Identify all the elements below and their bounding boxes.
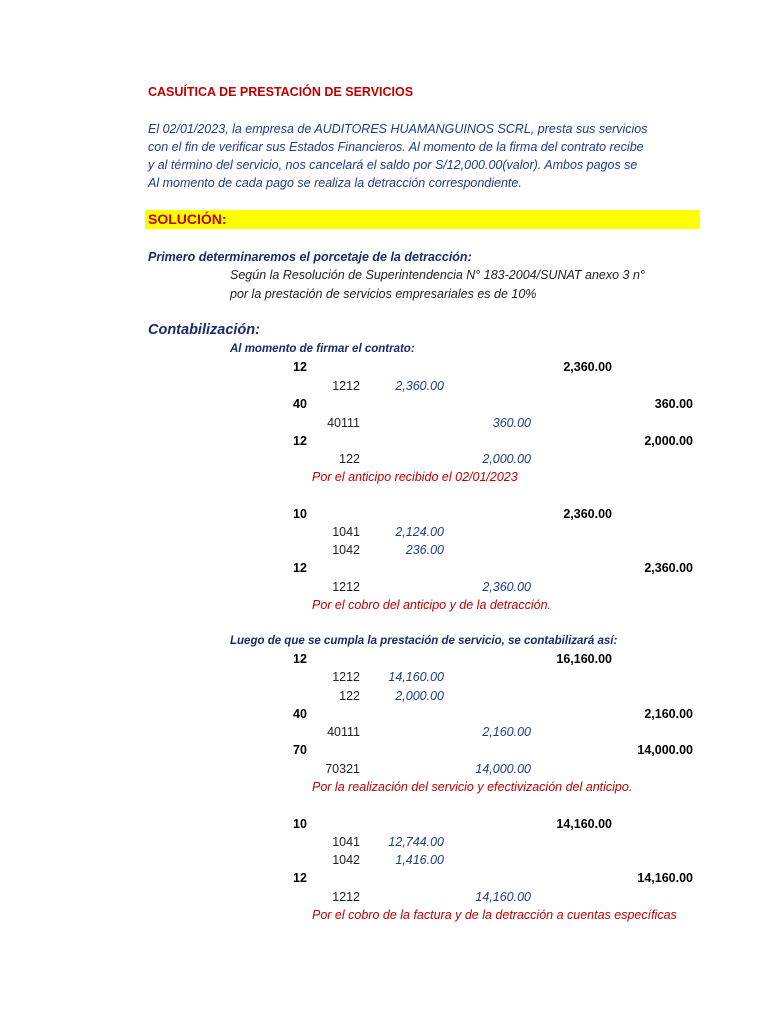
subaccount-code: 1041 [332,525,360,539]
subaccount-code: 122 [339,452,360,466]
debit-total: 2,360.00 [563,507,612,521]
step1-heading: Primero determinaremos el porcetaje de la detracción: [148,250,472,264]
contabilizacion-heading: Contabilización: [148,322,260,338]
credit-total: 2,160.00 [644,707,693,721]
account-code: 10 [293,817,307,831]
account-code: 12 [293,561,307,575]
subaccount-code: 1212 [332,670,360,684]
intro-line: El 02/01/2023, la empresa de AUDITORES HUAMANGUINOS SCRL, presta sus servicios [148,122,648,136]
intro-line: con el fin de verificar sus Estados Financieros. Al momento de la firma del contrato recibe [148,140,644,154]
subaccount-amount: 360.00 [492,416,531,430]
subaccount-amount: 2,124.00 [395,525,444,539]
subaccount-code: 1041 [332,835,360,849]
account-code: 12 [293,871,307,885]
subaccount-code: 40111 [327,416,360,430]
subaccount-amount: 2,360.00 [395,379,444,393]
subaccount-code: 1212 [332,580,360,594]
subaccount-amount: 2,000.00 [395,689,444,703]
subaccount-amount: 12,744.00 [388,835,444,849]
entry-gloss: Por la realización del servicio y efectivización del anticipo. [312,780,633,794]
intro-line: Al momento de cada pago se realiza la detracción correspondiente. [148,176,522,190]
entry-gloss: Por el cobro del anticipo y de la detracción. [312,598,552,612]
account-code: 12 [293,434,307,448]
step1-line: Según la Resolución de Superintendencia N° 183-2004/SUNAT anexo 3 n° [230,268,645,282]
subaccount-amount: 14,160.00 [388,670,444,684]
document-title: CASUÍTICA DE PRESTACIÓN DE SERVICIOS [148,85,414,99]
step1-line: por la prestación de servicios empresariales es de 10% [230,287,537,301]
credit-total: 2,000.00 [644,434,693,448]
credit-total: 360.00 [654,397,693,411]
credit-total: 14,160.00 [637,871,693,885]
subaccount-code: 1212 [332,890,360,904]
credit-total: 2,360.00 [644,561,693,575]
subaccount-code: 40111 [327,725,360,739]
subaccount-amount: 2,000.00 [482,452,531,466]
entry-gloss: Por el cobro de la factura y de la detracción a cuentas específicas [312,908,677,922]
subaccount-amount: 14,000.00 [475,762,531,776]
subaccount-code: 1042 [332,543,360,557]
account-code: 12 [293,652,307,666]
account-code: 10 [293,507,307,521]
subaccount-code: 122 [339,689,360,703]
subaccount-amount: 1,416.00 [395,853,444,867]
subaccount-amount: 14,160.00 [475,890,531,904]
subaccount-code: 1042 [332,853,360,867]
entry-gloss: Por el anticipo recibido el 02/01/2023 [312,470,518,484]
account-code: 40 [293,707,307,721]
subaccount-amount: 236.00 [405,543,444,557]
section2-heading: Luego de que se cumpla la prestación de servicio, se contabilizará así: [230,635,618,647]
subaccount-amount: 2,360.00 [482,580,531,594]
subaccount-code: 70321 [325,762,360,776]
intro-line: y al término del servicio, nos cancelará el saldo por S/12,000.00(valor). Ambos pagos se [148,158,638,172]
credit-total: 14,000.00 [637,743,693,757]
account-code: 12 [293,360,307,374]
account-code: 70 [293,743,307,757]
subaccount-code: 1212 [332,379,360,393]
account-code: 40 [293,397,307,411]
section1-heading: Al momento de firmar el contrato: [230,343,415,355]
solution-label: SOLUCIÓN: [148,211,227,227]
solution-highlight-band [145,210,700,229]
debit-total: 16,160.00 [556,652,612,666]
debit-total: 2,360.00 [563,360,612,374]
subaccount-amount: 2,160.00 [482,725,531,739]
debit-total: 14,160.00 [556,817,612,831]
